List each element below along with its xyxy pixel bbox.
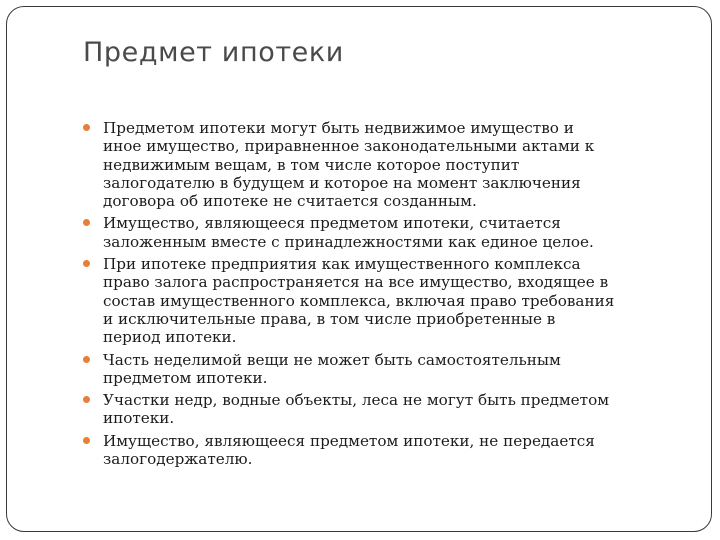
bullet-dot-icon <box>83 124 90 131</box>
bullet-line: Участки недр, водные объекты, леса не могут быть предметом <box>103 391 610 410</box>
bullet-line: и исключительные права, в том числе приобретенные в <box>103 309 556 328</box>
bullet-line: заложенным вместе с принадлежностями как единое целое. <box>103 232 594 251</box>
bullet-line: Часть неделимой вещи не может быть самостоятельным <box>103 350 561 369</box>
bullet-line: Предметом ипотеки могут быть недвижимое имущество и <box>103 119 574 137</box>
bullet-line: предметом ипотеки. <box>103 368 268 387</box>
bullet-line: недвижимым вещам, в том числе которое поступит <box>103 155 520 174</box>
bullet-dot-icon <box>83 396 90 403</box>
list-item <box>83 119 683 210</box>
bullet-line: Имущество, являющееся предметом ипотеки, считается <box>103 214 561 233</box>
slide-frame <box>6 6 712 532</box>
bullet-dot-icon <box>83 219 90 226</box>
bullet-line: При ипотеке предприятия как имущественного комплекса <box>103 255 581 274</box>
bullet-line: Имущество, являющееся предметом ипотеки, не передается <box>103 431 595 450</box>
bullet-line: период ипотеки. <box>103 328 237 347</box>
bullet-line: ипотеки. <box>103 409 175 428</box>
bullet-line: договора об ипотеке не считается созданным. <box>103 192 477 211</box>
slide-title: Предмет ипотеки <box>83 37 344 68</box>
bullet-dot-icon <box>83 260 90 267</box>
bullet-dot-icon <box>83 356 90 363</box>
bullet-line: право залога распространяется на все имущество, входящее в <box>103 273 609 292</box>
bullet-line: иное имущество, приравненное законодательными актами к <box>103 137 595 156</box>
bullet-line: залогодателю в будущем и которое на момент заключения <box>103 173 581 192</box>
bullet-dot-icon <box>83 437 90 444</box>
list-item <box>83 255 683 346</box>
list-item <box>83 432 683 469</box>
list-item <box>83 391 683 428</box>
list-item <box>83 214 683 251</box>
bullet-line: залогодержателю. <box>103 450 253 469</box>
bullet-list <box>83 119 683 472</box>
list-item <box>83 351 683 388</box>
bullet-line: состав имущественного комплекса, включая право требования <box>103 291 615 310</box>
